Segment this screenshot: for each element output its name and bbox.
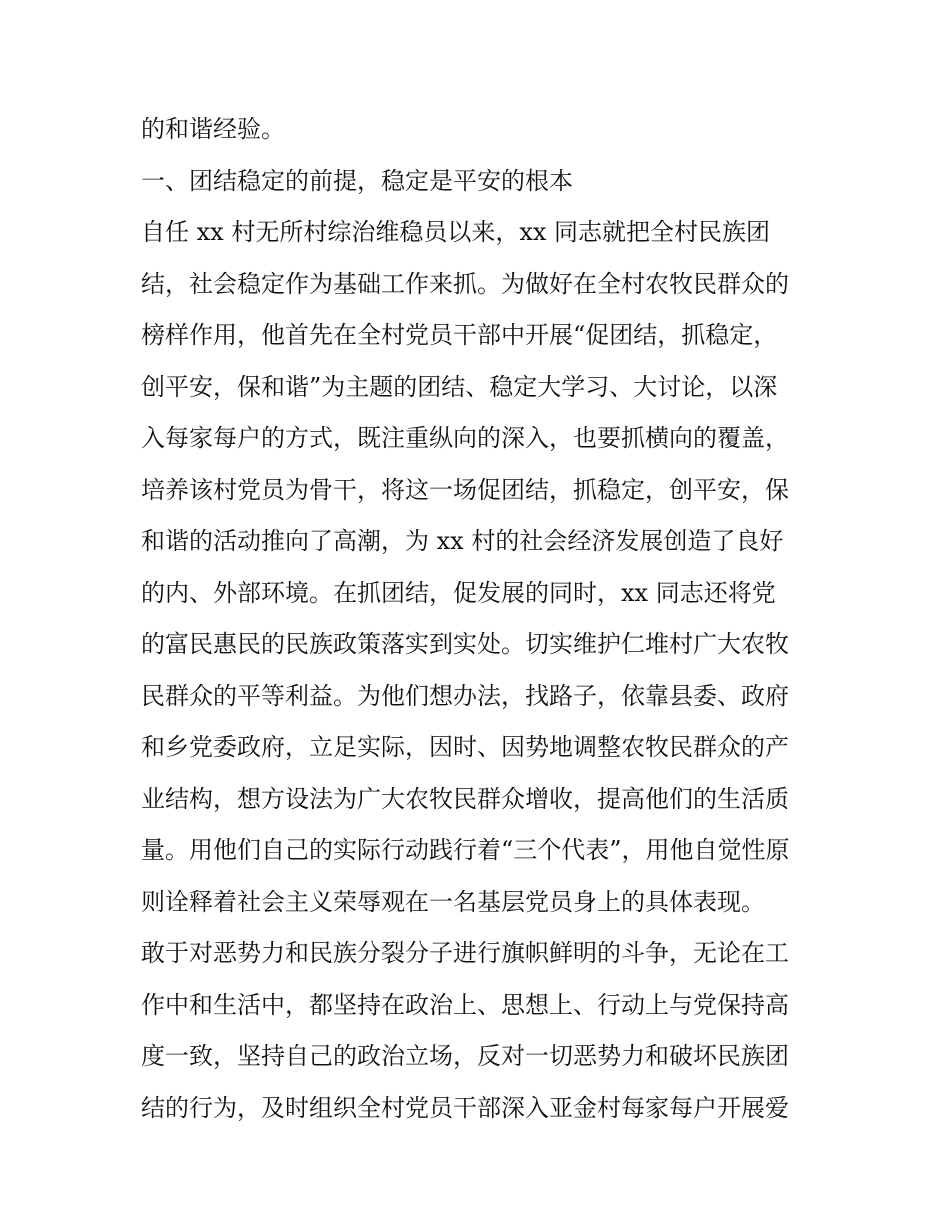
text-line: 结，社会稳定作为基础工作来抓。为做好在全村农牧民群众的 <box>141 269 789 298</box>
text-line: 的内、外部环境。在抓团结，促发展的同时，xx 同志还将党 <box>141 578 776 607</box>
text-line: 民群众的平等利益。为他们想办法，找路子，依靠县委、政府 <box>141 681 789 710</box>
text-line: 培养该村党员为骨干，将这一场促团结，抓稳定，创平安，保 <box>141 475 789 504</box>
text-line: 创平安，保和谐”为主题的团结、稳定大学习、大讨论，以深 <box>141 372 778 401</box>
text-line: 的富民惠民的民族政策落实到实处。切实维护仁堆村广大农牧 <box>141 630 789 658</box>
text-line: 榜样作用，他首先在全村党员干部中开展“促团结，抓稳定， <box>141 321 778 349</box>
text-line: 敢于对恶势力和民族分裂分子进行旗帜鲜明的斗争，无论在工 <box>141 939 789 967</box>
text-line: 入每家每户的方式，既注重纵向的深入，也要抓横向的覆盖， <box>141 424 789 452</box>
body-text <box>141 104 821 1134</box>
text-line: 和乡党委政府，立足实际，因时、因势地调整农牧民群众的产 <box>141 733 789 761</box>
text-line: 作中和生活中，都坚持在政治上、思想上、行动上与党保持高 <box>141 990 789 1019</box>
text-line: 自任 xx 村无所村综治维稳员以来，xx 同志就把全村民族团 <box>141 218 771 246</box>
text-line: 业结构，想方设法为广大农牧民群众增收，提高他们的生活质 <box>141 784 789 813</box>
text-line: 的和谐经验。 <box>141 115 285 143</box>
text-line: 则诠释着社会主义荣辱观在一名基层党员身上的具体表现。 <box>141 887 765 916</box>
section-heading: 一、团结稳定的前提，稳定是平安的根本 <box>141 166 573 195</box>
text-line: 度一致，坚持自己的政治立场，反对一切恶势力和破坏民族团 <box>141 1042 789 1070</box>
text-line: 量。用他们自己的实际行动践行着“三个代表”，用他自觉性原 <box>141 836 790 864</box>
text-line: 和谐的活动推向了高潮，为 xx 村的社会经济发展创造了良好 <box>141 527 784 555</box>
text-line: 结的行为，及时组织全村党员干部深入亚金村每家每户开展爱 <box>141 1093 789 1122</box>
